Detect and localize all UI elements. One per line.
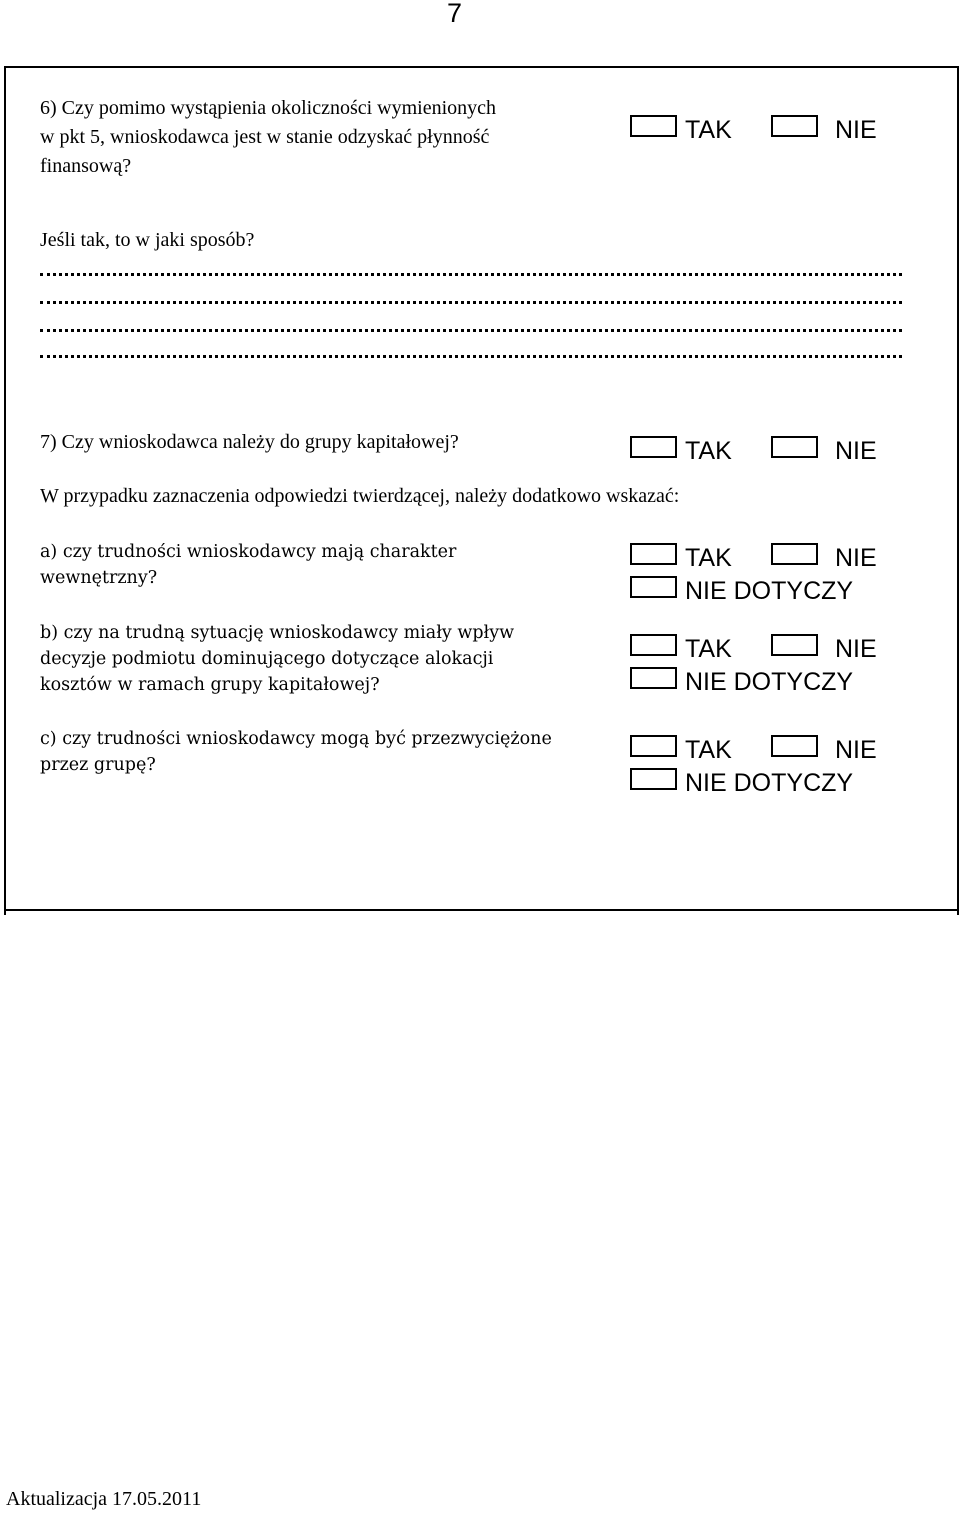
q7b-not-applicable-checkbox[interactable] xyxy=(630,667,677,689)
q7a-no-checkbox[interactable] xyxy=(771,543,818,565)
question-7b-line-1: b) czy na trudną sytuację wnioskodawcy miały wpływ xyxy=(40,623,515,643)
question-7-text: 7) Czy wnioskodawca należy do grupy kapitałowej? xyxy=(40,431,459,453)
q7a-not-applicable-label: NIE DOTYCZY xyxy=(685,577,854,605)
question-7c-line-1: c) czy trudności wnioskodawcy mogą być przezwyciężone xyxy=(40,729,552,749)
form-frame-bottom-border xyxy=(4,909,959,911)
q7-yes-checkbox[interactable] xyxy=(630,436,677,458)
question-7c-line-2: przez grupę? xyxy=(40,755,156,775)
question-7b xyxy=(40,620,514,698)
question-7a xyxy=(40,539,456,591)
q7b-no-label: NIE xyxy=(835,635,877,663)
q7c-not-applicable-label: NIE DOTYCZY xyxy=(685,769,854,797)
q6-yes-label: TAK xyxy=(685,116,732,144)
q7a-no-label: NIE xyxy=(835,544,877,572)
q7c-yes-checkbox[interactable] xyxy=(630,735,677,757)
q7a-yes-checkbox[interactable] xyxy=(630,543,677,565)
q7a-yes-label: TAK xyxy=(685,544,732,572)
question-7a-line-2: wewnętrzny? xyxy=(40,568,158,588)
q7c-no-checkbox[interactable] xyxy=(771,735,818,757)
frame-corner-tick-left xyxy=(4,909,6,915)
question-7b-line-2: decyzje podmiotu dominującego dotyczące alokacji xyxy=(40,649,494,669)
question-6-line-1: 6) Czy pomimo wystąpienia okoliczności wymienionych xyxy=(40,97,497,119)
q7-no-label: NIE xyxy=(835,437,877,465)
question-7a-line-1: a) czy trudności wnioskodawcy mają charakter xyxy=(40,542,457,562)
q7c-yes-label: TAK xyxy=(685,736,732,764)
answer-dotted-line-3[interactable] xyxy=(40,329,902,332)
page-number: 7 xyxy=(447,0,463,28)
q7a-not-applicable-checkbox[interactable] xyxy=(630,576,677,598)
q7b-yes-label: TAK xyxy=(685,635,732,663)
question-7 xyxy=(40,428,459,457)
answer-dotted-line-1[interactable] xyxy=(40,273,902,276)
question-6-followup-text: Jeśli tak, to w jaki sposób? xyxy=(40,229,255,251)
question-6 xyxy=(40,94,496,181)
q7b-yes-checkbox[interactable] xyxy=(630,634,677,656)
question-7-instruction xyxy=(40,482,679,511)
question-6-line-2: w pkt 5, wnioskodawca jest w stanie odzyskać płynność xyxy=(40,126,490,148)
answer-dotted-line-2[interactable] xyxy=(40,301,902,304)
answer-dotted-line-4[interactable] xyxy=(40,355,902,358)
question-6-followup xyxy=(40,226,254,255)
q7-no-checkbox[interactable] xyxy=(771,436,818,458)
q7-yes-label: TAK xyxy=(685,437,732,465)
q7b-not-applicable-label: NIE DOTYCZY xyxy=(685,668,854,696)
frame-corner-tick-right xyxy=(957,909,959,915)
q7c-not-applicable-checkbox[interactable] xyxy=(630,768,677,790)
question-7b-line-3: kosztów w ramach grupy kapitałowej? xyxy=(40,675,380,695)
q6-no-checkbox[interactable] xyxy=(771,115,818,137)
q6-yes-checkbox[interactable] xyxy=(630,115,677,137)
q7b-no-checkbox[interactable] xyxy=(771,634,818,656)
footer-update-date: Aktualizacja 17.05.2011 xyxy=(6,1488,202,1510)
q7c-no-label: NIE xyxy=(835,736,877,764)
question-6-line-3: finansową? xyxy=(40,155,132,177)
question-7-instruction-text: W przypadku zaznaczenia odpowiedzi twierdzącej, należy dodatkowo wskazać: xyxy=(40,485,680,507)
question-7c xyxy=(40,726,552,778)
q6-no-label: NIE xyxy=(835,116,877,144)
